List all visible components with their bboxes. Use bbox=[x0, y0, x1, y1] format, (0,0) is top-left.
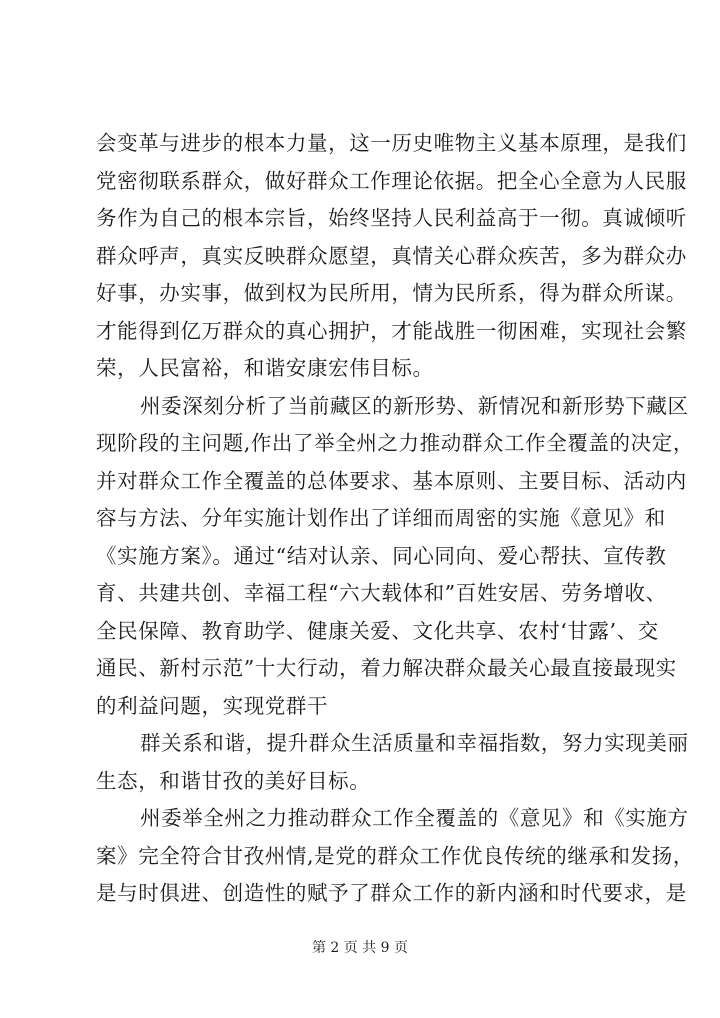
text-line: 并对群众工作全覆盖的总体要求、基本原则、主要目标、活动内 bbox=[96, 468, 687, 493]
text-line: 的利益问题，实现党群干 bbox=[96, 693, 329, 718]
text-line: 案》完全符合甘孜州情,是党的群众工作优良传统的继承和发扬， bbox=[96, 843, 694, 868]
body-text bbox=[96, 125, 694, 913]
paragraph-first-line: 群关系和谐，提升群众生活质量和幸福指数，努力实现美丽 bbox=[140, 731, 689, 755]
text-line: 党密彻联系群众，做好群众工作理论依据。把全心全意为人民服 bbox=[96, 168, 687, 193]
text-line: 务作为自己的根本宗旨，始终坚持人民利益高于一彻。真诚倾听 bbox=[96, 206, 687, 230]
paragraph-first-line: 州委举全州之力推动群众工作全覆盖的《意见》和《实施方 bbox=[140, 806, 689, 830]
text-line: 全民保障、教育助学、健康关爱、文化共享、农村‘甘露’、交 bbox=[96, 618, 659, 643]
text-line: 现阶段的主问题,作出了举全州之力推动群众工作全覆盖的决定， bbox=[96, 431, 694, 455]
page-number-footer: 第 2 页 共 9 页 bbox=[311, 940, 409, 956]
text-line: 生态，和谐甘孜的美好目标。 bbox=[96, 768, 371, 793]
text-line: 是与时俱进、创造性的赋予了群众工作的新内涵和时代要求，是 bbox=[96, 881, 687, 905]
text-line: 才能得到亿万群众的真心拥护，才能战胜一彻困难，实现社会繁 bbox=[96, 318, 687, 343]
text-line: 育、共建共创、幸福工程“六大载体和”百姓安居、劳务增收、 bbox=[96, 581, 667, 605]
text-line: 群众呼声，真实反映群众愿望，真情关心群众疾苦，多为群众办 bbox=[96, 243, 687, 268]
text-line: 会变革与进步的根本力量，这一历史唯物主义基本原理，是我们 bbox=[96, 131, 687, 155]
text-line: 《实施方案》。通过“结对认亲、同心同向、爱心帮扶、宣传教 bbox=[96, 543, 667, 568]
text-line: 通民、新村示范”十大行动，着力解决群众最关心最直接最现实 bbox=[96, 656, 677, 680]
paragraph-first-line: 州委深刻分析了当前藏区的新形势、新情况和新形势下藏区 bbox=[140, 393, 689, 418]
text-line: 容与方法、分年实施计划作出了详细而周密的实施《意见》和 bbox=[96, 506, 666, 530]
text-line: 好事，办实事，做到权为民所用，情为民所系，得为群众所谋。 bbox=[96, 281, 687, 305]
text-line: 荣，人民富裕，和谐安康宏伟目标。 bbox=[96, 356, 434, 380]
